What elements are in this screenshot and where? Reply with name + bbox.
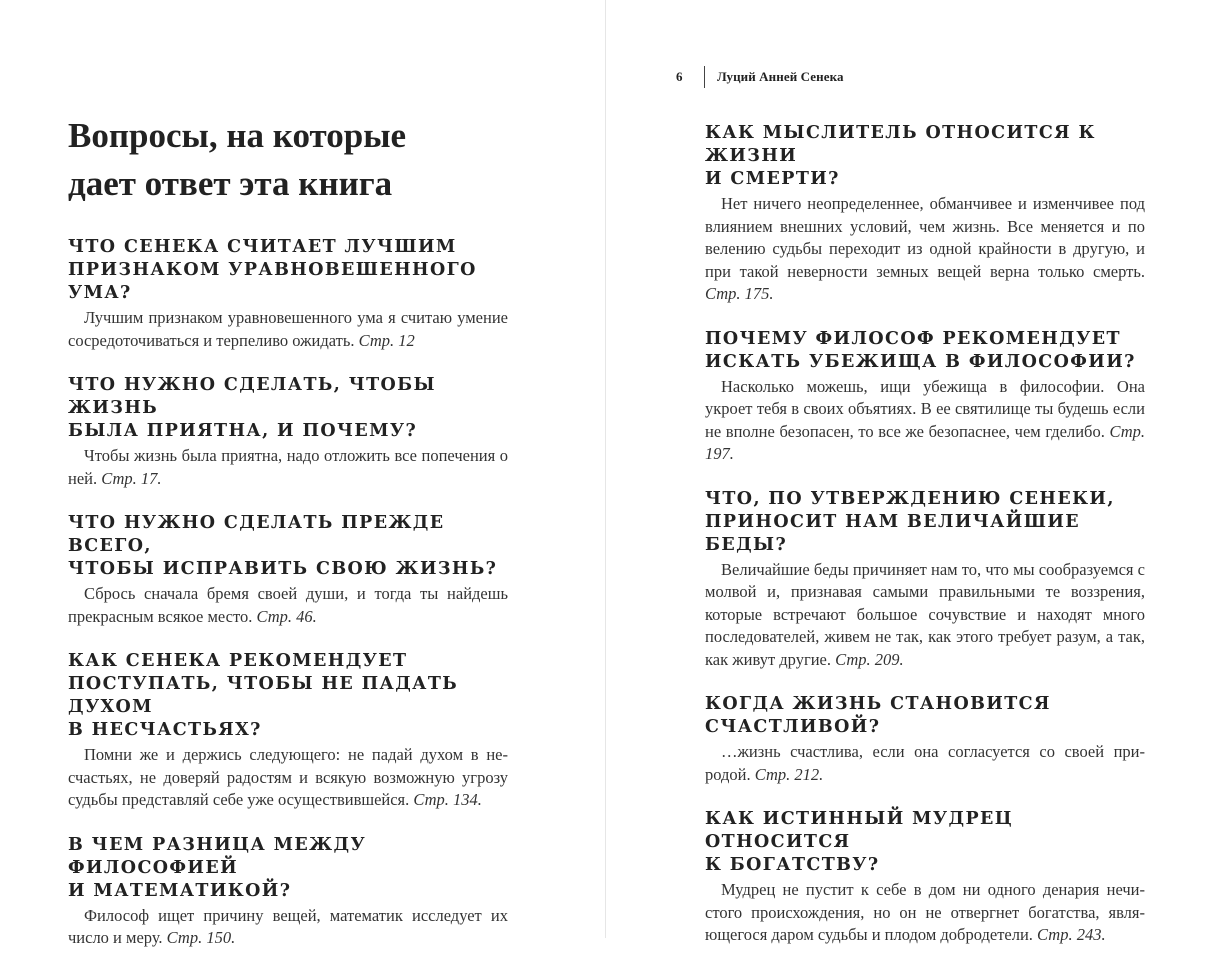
qa-item	[705, 328, 1145, 466]
answer: Философ ищет причину вещей, математик исследует их число и меру. Стр. 150.	[68, 905, 508, 947]
page-title	[68, 112, 538, 208]
page-number: 6	[676, 69, 683, 84]
running-head	[676, 66, 844, 88]
qa-item	[68, 834, 508, 950]
answer: Чтобы жизнь была приятна, надо отложить все попечения о ней. Стр. 17.	[68, 446, 508, 488]
running-head-author: Луций Анней Сенека	[717, 69, 844, 84]
qa-item	[68, 512, 508, 628]
answer: …жизнь счастлива, если она согласуется со своей природой. Стр. 212.	[705, 742, 1145, 784]
qa-item	[705, 693, 1145, 786]
page-reference: Стр. 197.	[705, 421, 1145, 463]
left-page	[0, 0, 605, 947]
qa-item	[68, 374, 508, 490]
question: КАК ИСТИННЫЙ МУДРЕЦ ОТНОСИТСЯ К БОГАТСТВУ?	[705, 809, 1014, 875]
right-qa-list	[705, 122, 1145, 969]
left-qa-list	[68, 236, 508, 972]
question: КОГДА ЖИЗНЬ СТАНОВИТСЯ СЧАСТЛИВОЙ?	[705, 694, 1051, 737]
answer: Помни же и держись следующего: не падай духом в несчастьях, не доверяй радостям и всякую возможную угрозу судьбы представляй себе уже осуществившейся. Стр. 134.	[68, 745, 508, 809]
answer: Насколько можешь, ищи убежища в философии. Она укроет тебя в своих объятиях. В ее святилище ты будешь если не вполне безопасен, то все же безопаснее, чем гделибо. Стр. 197.	[705, 376, 1145, 463]
page-reference: Стр. 134.	[413, 790, 482, 809]
answer: Сбрось сначала бремя своей души, и тогда ты найдешь прекрасным всякое место. Стр. 46.	[68, 584, 508, 626]
question: КАК МЫСЛИТЕЛЬ ОТНОСИТСЯ К ЖИЗНИ И СМЕРТИ?	[705, 123, 1096, 189]
answer: Нет ничего неопределеннее, обманчивее и изменчивее под влиянием внешних условий, чем жизнь. Все меняется и по велению судьбы переходит из одной крайности в другую, и при такой неверности земных вещей верна только смерть. Стр. 175.	[705, 194, 1145, 303]
question: ЧТО НУЖНО СДЕЛАТЬ ПРЕЖДЕ ВСЕГО, ЧТОБЫ ИСПРАВИТЬ СВОЮ ЖИЗНЬ?	[68, 513, 498, 579]
qa-item	[705, 122, 1145, 306]
page-reference: Стр. 209.	[835, 649, 904, 669]
page-reference: Стр. 17.	[101, 468, 162, 488]
question: ЧТО НУЖНО СДЕЛАТЬ, ЧТОБЫ ЖИЗНЬ БЫЛА ПРИЯТНА, И ПОЧЕМУ?	[68, 375, 436, 441]
header-divider	[704, 66, 705, 88]
right-page	[606, 0, 1210, 944]
title-line-2: дает ответ эта книга	[68, 164, 393, 203]
page-reference: Стр. 150.	[166, 928, 236, 947]
question: В ЧЕМ РАЗНИЦА МЕЖДУ ФИЛОСОФИЕЙ И МАТЕМАТИКОЙ?	[68, 834, 367, 901]
question: ЧТО, ПО УТВЕРЖДЕНИЮ СЕНЕКИ, ПРИНОСИТ НАМ ВЕЛИЧАЙШИЕ БЕДЫ?	[705, 488, 1115, 555]
question: ЧТО СЕНЕКА СЧИТАЕТ ЛУЧШИМ ПРИЗНАКОМ УРАВНОВЕШЕННОГО УМА?	[68, 237, 477, 303]
qa-item	[705, 488, 1145, 672]
answer: Величайшие беды причиняет нам то, что мы сообразуемся с молвой и, признавая самыми правильными те воззрения, которые встречают большое сочувствие и находят много последователей, живем не так, как этого требует разум, а так, как живут другие. Стр. 209.	[705, 559, 1145, 669]
page-reference: Стр. 46.	[256, 606, 317, 626]
question: КАК СЕНЕКА РЕКОМЕНДУЕТ ПОСТУПАТЬ, ЧТОБЫ НЕ ПАДАТЬ ДУХОМ В НЕСЧАСТЬЯХ?	[68, 651, 459, 740]
answer: Лучшим признаком уравновешенного ума я считаю умение сосредоточиваться и терпеливо ожидать. Стр. 12	[68, 308, 508, 350]
page-reference: Стр. 175.	[705, 284, 774, 303]
qa-item	[68, 650, 508, 812]
answer: Мудрец не пустит к себе в дом ни одного денария нечистого происхождения, но он не отвергнет богатства, являющегося даром судьбы и плодом добродетели. Стр. 243.	[705, 880, 1145, 944]
page-reference: Стр. 12	[358, 330, 415, 350]
title-line-1: Вопросы, на которые	[68, 116, 407, 155]
qa-item	[705, 808, 1145, 947]
question: ПОЧЕМУ ФИЛОСОФ РЕКОМЕНДУЕТ ИСКАТЬ УБЕЖИЩА В ФИЛОСОФИИ?	[705, 328, 1136, 372]
qa-item	[68, 236, 508, 352]
page-reference: Стр. 243.	[1037, 925, 1106, 944]
page-reference: Стр. 212.	[754, 764, 824, 784]
